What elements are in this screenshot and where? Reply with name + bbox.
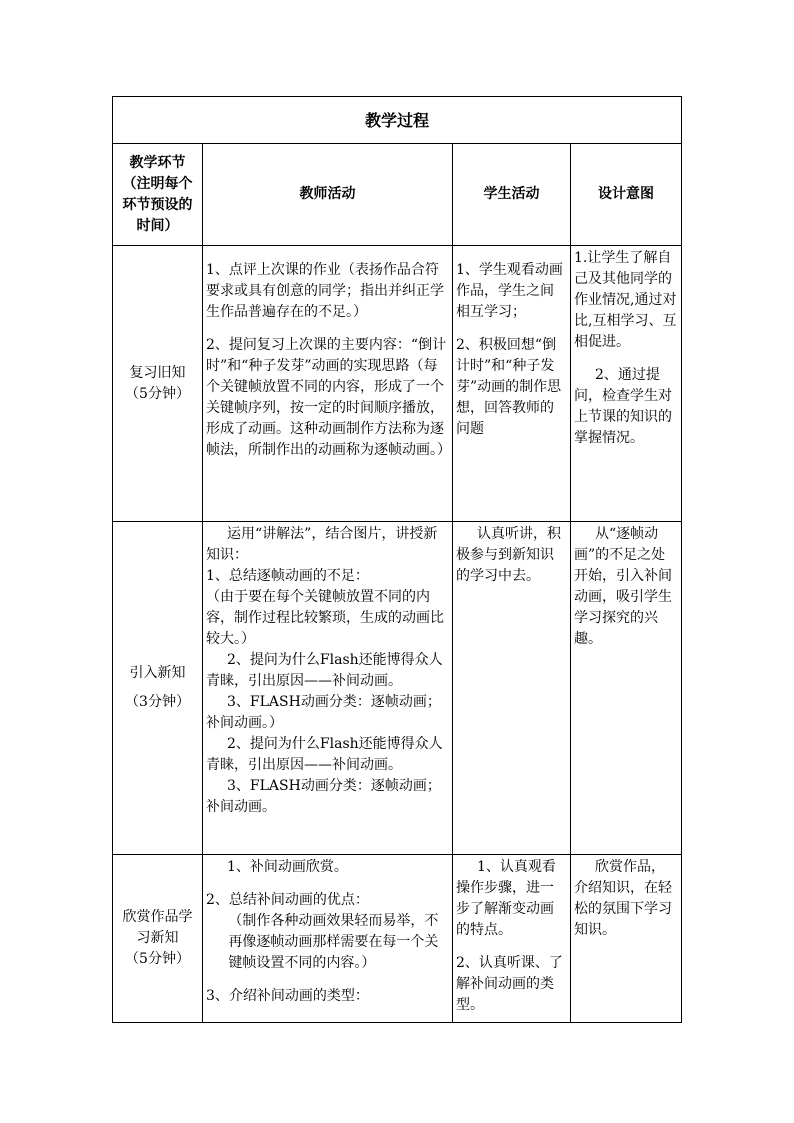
design-intent-cell	[571, 522, 682, 855]
teacher-activity-cell	[203, 246, 453, 522]
stage-name: 欣赏作品学习新知	[122, 909, 193, 946]
table-title: 教学过程	[113, 97, 682, 144]
table-row	[113, 522, 682, 855]
stage-time: （5分钟）	[125, 951, 190, 967]
teacher-item: （由于要在每个关键帧放置不同的内容，制作过程比较繁琐，生成的动画比较大。）	[206, 589, 444, 647]
teacher-item: （制作各种动画效果轻而易举，不再像逐帧动画那样需要在每一个关键帧设置不同的内容。）	[228, 913, 439, 971]
header-teacher-activity: 教师活动	[203, 144, 453, 246]
intent-item: 1.让学生了解自己及其他同学的作业情况,通过对比,互相学习、互相促进。	[574, 250, 677, 350]
teaching-process-table	[112, 96, 682, 1023]
header-design-intent: 设计意图	[571, 144, 682, 246]
stage-name: 引入新知	[129, 665, 186, 681]
teacher-activity-cell	[203, 522, 453, 855]
student-item: 1、认真观看操作步骤，进一步了解渐变动画的特点。	[456, 859, 556, 938]
header-stage: 教学环节（注明每个环节预设的时间）	[113, 144, 203, 246]
teacher-item: 3、FLASH动画分类：逐帧动画；补间动画。）	[206, 694, 441, 731]
teacher-item: 3、介绍补间动画的类型：	[206, 988, 369, 1004]
teacher-item: 2、提问复习上次课的主要内容：“倒计时”和“种子发芽”动画的实现思路（每个关键帧放置不同的内容，形成了一个关键帧序列，按一定的时间顺序播放，形成了动画。这种动画制作方法称为逐帧法，所制作出的动画称为逐帧动画。）	[206, 337, 451, 458]
table-row	[113, 855, 682, 1023]
teacher-item: 2、提问为什么Flash还能博得众人青睐，引出原因——补间动画。	[206, 652, 443, 689]
intent-item: 欣赏作品，介绍知识，在轻松的氛围下学习知识。	[574, 859, 672, 938]
intent-item: 2、通过提问，检查学生对上节课的知识的掌握情况。	[574, 367, 672, 446]
stage-time: （5分钟）	[125, 385, 190, 402]
design-intent-cell	[571, 246, 682, 522]
stage-cell	[113, 246, 203, 522]
intent-item: 从“逐帧动画”的不足之处开始，引入补间动画，吸引学生学习探究的兴趣。	[574, 526, 672, 647]
design-intent-cell	[571, 855, 682, 1023]
teacher-item: 1、总结逐帧动画的不足：	[206, 568, 369, 584]
student-item: 认真听讲，积极参与到新知识的学习中去。	[456, 526, 561, 584]
stage-name: 复习旧知	[129, 364, 186, 381]
teacher-item: 2、提问为什么Flash还能博得众人青睐，引出原因——补间动画。	[206, 736, 443, 773]
teacher-item: 2、总结补间动画的优点：	[206, 892, 369, 908]
teacher-activity-cell	[203, 855, 453, 1023]
table-row	[113, 246, 682, 522]
student-item: 1、学生观看动画作品，学生之间相互学习；	[456, 262, 563, 320]
student-item: 2、认真听课、了解补间动画的类型。	[456, 955, 563, 1013]
teacher-item: 1、点评上次课的作业（表扬作品合符要求或具有创意的同学；指出并纠正学生作品普遍存在的不足。）	[206, 262, 444, 320]
stage-time: （3分钟）	[125, 694, 190, 710]
student-activity-cell	[453, 855, 571, 1023]
stage-cell	[113, 522, 203, 855]
student-activity-cell	[453, 522, 571, 855]
teacher-item: 运用“讲解法”，结合图片，讲授新知识：	[206, 526, 438, 563]
stage-cell	[113, 855, 203, 1023]
header-student-activity: 学生活动	[453, 144, 571, 246]
teacher-item: 1、补间动画欣赏。	[227, 859, 348, 875]
student-activity-cell	[453, 246, 571, 522]
teacher-item: 3、FLASH动画分类：逐帧动画；补间动画。	[206, 778, 441, 815]
student-item: 2、积极回想“倒计时”和“种子发芽”动画的制作思想，回答教师的问题	[456, 337, 562, 437]
